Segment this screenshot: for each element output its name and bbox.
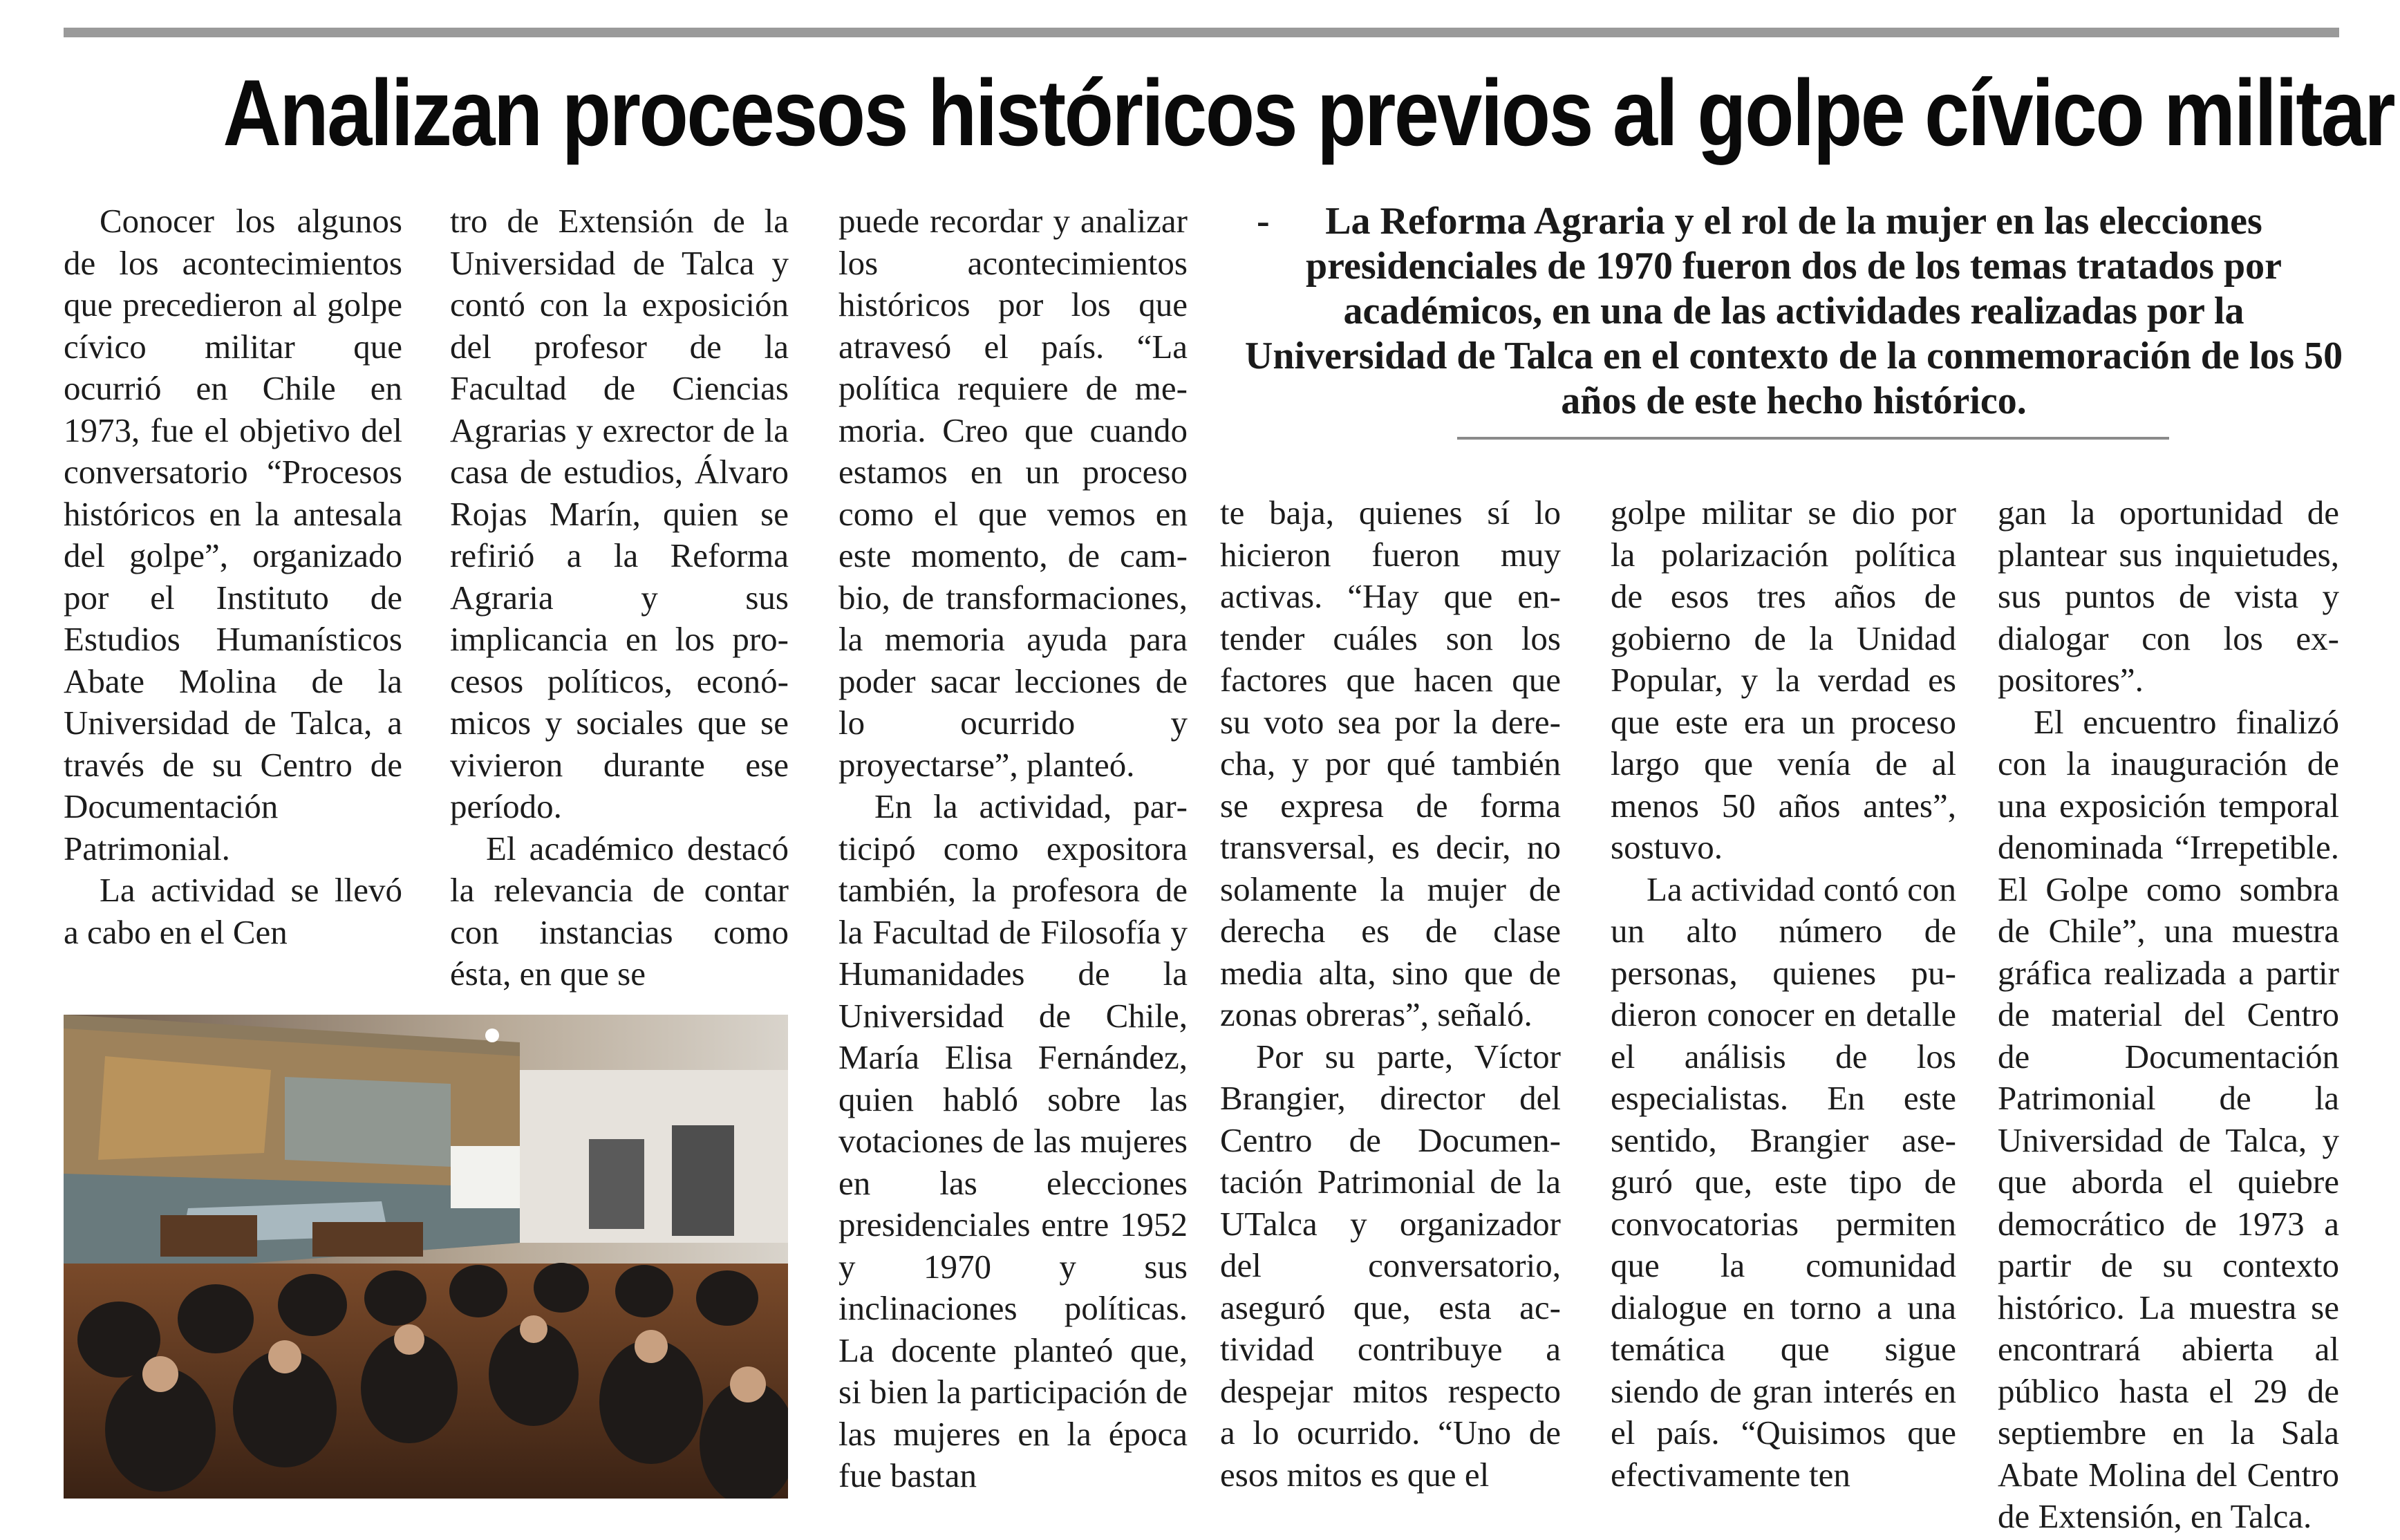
lede: La Reforma Agraria y el rol de la mujer en las elecciones presidenciales de 1970 fueron dos de los temas tratados por académicos, en una de las actividades realizadas por la Universidad de Talca en el contexto de la conmemoración de los 50 años de este hecho histórico. <box>1244 200 2343 422</box>
conference-room-illustration <box>64 1015 788 1499</box>
paragraph: gan la oportunidad de plantear sus inquietudes, sus puntos de vista y dialogar con los expositores”. <box>1998 494 2339 699</box>
article-column-2 <box>450 200 789 995</box>
headline: Analizan procesos históricos previos al golpe cívico militar <box>223 60 2394 165</box>
article-column-1 <box>64 200 402 953</box>
paragraph: Por su parte, Víctor Brangier, director del Centro de Documentación Patrimonial de la UTalca y organizador del conversatorio, aseguró que, esta actividad contribuye a despejar mitos respecto a lo ocurrido. “Uno de esos mitos es que el <box>1220 1037 1561 1494</box>
article-column-3 <box>838 200 1188 1497</box>
article-column-5 <box>1611 492 1956 1496</box>
lede-dash: - <box>1257 200 1270 243</box>
paragraph: puede recordar y analizar los acontecimientos históricos por los que atravesó el país. “La política requiere de memoria. Creo que cuando estamos en un proceso como el que vemos en este momento, de cambio, de transformaciones, la memoria ayuda para poder sacar lecciones de lo ocurrido y proyectarse”, planteó. <box>838 202 1188 784</box>
article-column-4 <box>1220 492 1561 1496</box>
paragraph: En la actividad, participó como expositora también, la profesora de la Facultad de Filosofía y Humanidades de la Universidad de Chile, María Elisa Fernández, quien habló sobre las votaciones de las mujeres en las elecciones presidenciales entre 1952 y 1970 y sus inclinaciones políticas. La docente planteó que, si bien la participación de las mujeres en la época fue bastan <box>838 787 1188 1494</box>
paragraph: tro de Extensión de la Universidad de Talca y contó con la exposición del profesor de la Facultad de Ciencias Agrarias y exrector de la casa de estudios, Álvaro Rojas Marín, quien se refirió a la Reforma Agraria y sus implicancia en los procesos políticos, económicos y sociales que se vivieron durante ese período. <box>450 202 789 825</box>
paragraph: La actividad contó con un alto número de personas, quienes pudieron conocer en detalle el análisis de los especialistas. En este sentido, Brangier aseguró que, este tipo de convocatorias permiten que la comunidad dialogue en torno a una temática que sigue siendo de gran interés en el país. “Quisimos que efectivamente ten <box>1611 870 1956 1494</box>
paragraph: El encuentro finalizó con la inauguración de una exposición temporal denominada “Irrepetible. El Golpe como sombra de Chile”, una muestra gráfica realizada a partir de material del Centro de Documentación Patrimonial de la Universidad de Talca, y que aborda el quiebre democrático de 1973 a partir de su contexto histórico. La muestra se encontrará abierta al público hasta el 29 de septiembre en la Sala Abate Molina del Centro de Extensión, en Talca. <box>1998 702 2339 1535</box>
paragraph: Conocer los algunos de los acontecimientos que precedieron al golpe cívico militar que ocurrió en Chile en 1973, fue el objetivo del conversatorio “Procesos históricos en la antesala del golpe”, organizado por el Instituto de Estudios Humanísticos Abate Molina de la Universidad de Talca, a través de su Centro de Documentación Patrimonial. <box>64 202 402 867</box>
paragraph: El académico destacó la relevancia de contar con instancias como ésta, en que se <box>450 829 789 993</box>
paragraph: La actividad se llevó a cabo en el Cen <box>64 871 402 951</box>
lede-divider <box>1457 437 2169 440</box>
article-column-6 <box>1998 492 2339 1538</box>
paragraph: golpe militar se dio por la polarización política de esos tres años de gobierno de la Unidad Popular, y la verdad es que este era un proceso largo que venía de al menos 50 años antes”, sostuvo. <box>1611 494 1956 866</box>
paragraph: te baja, quienes sí lo hicieron fueron muy activas. “Hay que entender cuáles son los factores que hacen que su voto sea por la derecha, y por qué también se expresa de forma transversal, es decir, no solamente la mujer de derecha es de clase media alta, sino que de zonas obreras”, señaló. <box>1220 494 1561 1033</box>
event-photo <box>64 1015 788 1499</box>
top-rule <box>64 28 2339 37</box>
